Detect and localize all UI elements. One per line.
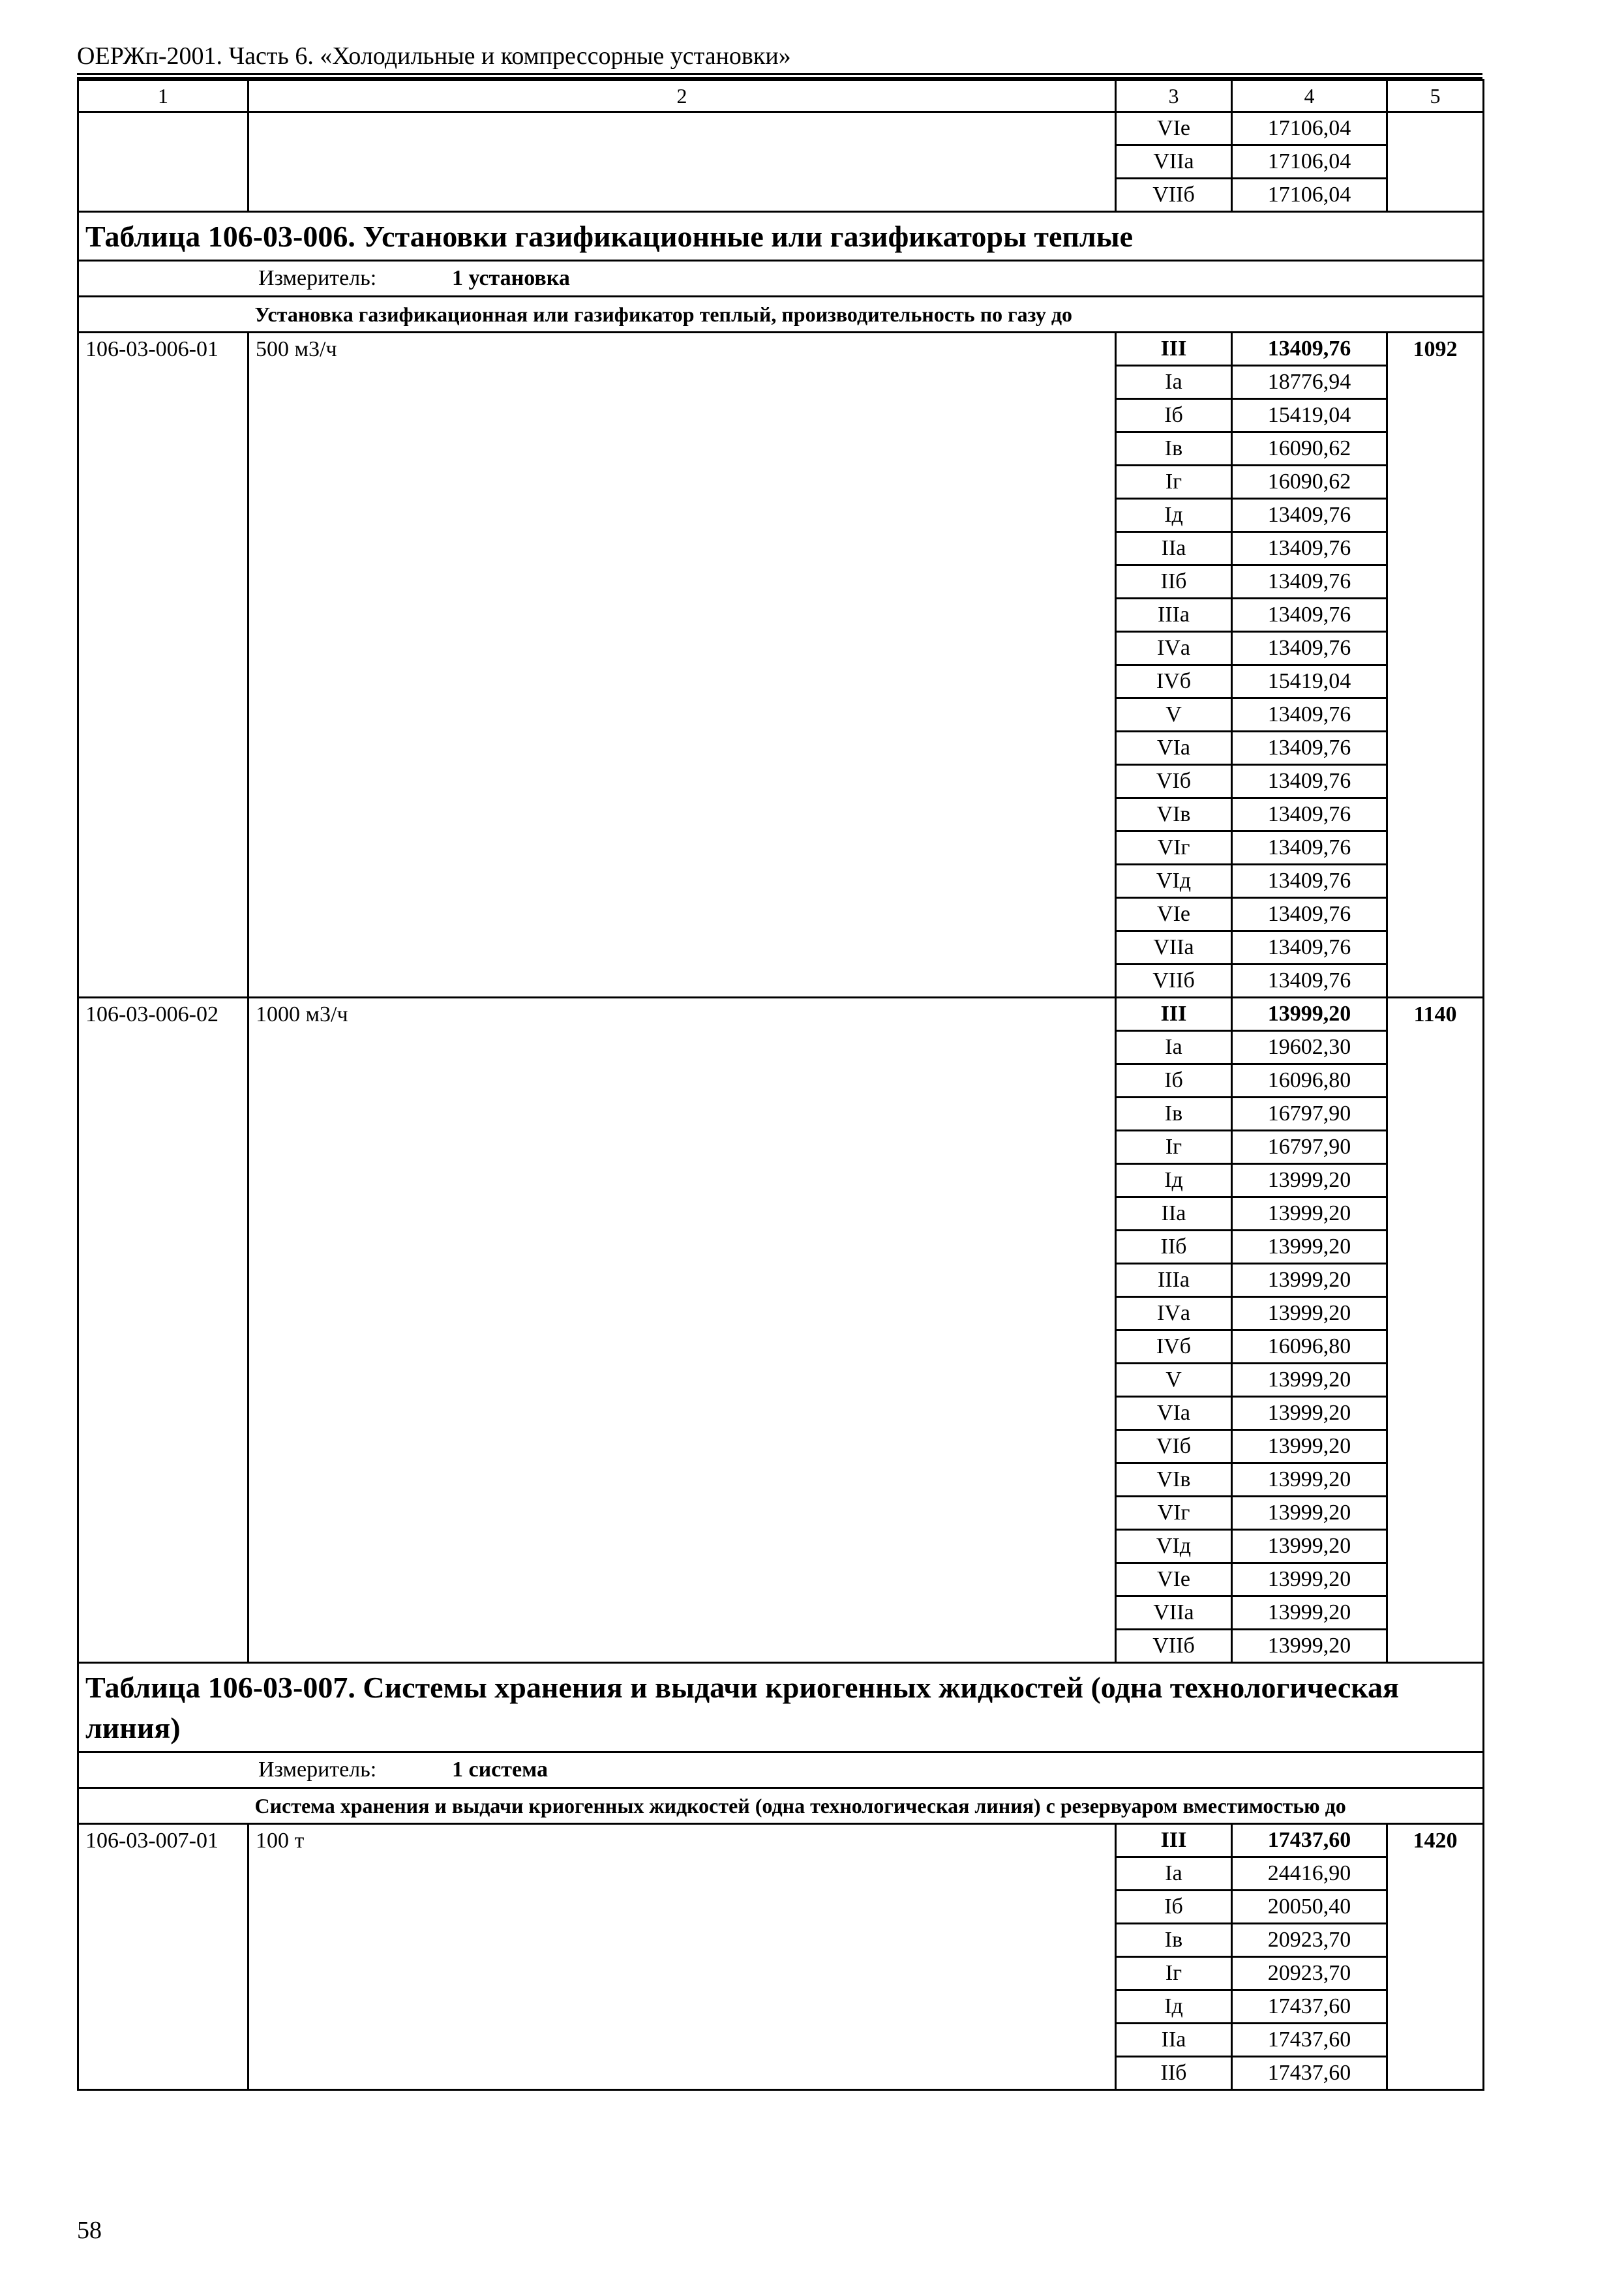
zone-class: VIIб (1116, 965, 1232, 998)
rate-value: 13999,20 (1232, 1264, 1387, 1297)
rate-value: 13409,76 (1232, 632, 1387, 665)
rate-value: 13999,20 (1232, 1197, 1387, 1231)
rates-table (77, 79, 1484, 2091)
zone-class: Iб (1116, 399, 1232, 432)
rate-value: 16797,90 (1232, 1098, 1387, 1131)
group-spacer (78, 297, 248, 333)
zone-class: Iб (1116, 1891, 1232, 1924)
group-row (78, 297, 1484, 333)
table-title: Таблица 106-03-007. Системы хранения и выдачи криогенных жидкостей (одна технологическая линия) (78, 1663, 1484, 1752)
zone-class: VIд (1116, 865, 1232, 898)
zone-class: Iа (1116, 1857, 1232, 1891)
item-name: 100 т (248, 1824, 1116, 2090)
zone-class: Iб (1116, 1064, 1232, 1098)
group-title: Установка газификационная или газификатор теплый, производительность по газу до (248, 297, 1484, 333)
rate-value: 13409,76 (1232, 599, 1387, 632)
meter-cell (78, 261, 1484, 297)
zone-class: Iа (1116, 1031, 1232, 1064)
zone-class: IVа (1116, 1297, 1232, 1330)
zone-class: Iг (1116, 1957, 1232, 1990)
meter-unit: 1 установка (452, 266, 570, 290)
rate-value: 17437,60 (1232, 2057, 1387, 2090)
carryover-row (78, 112, 1484, 145)
zone-class: Iд (1116, 499, 1232, 532)
rate-value: 18776,94 (1232, 366, 1387, 399)
zone-class: Iд (1116, 1990, 1232, 2024)
zone-class: IIа (1116, 532, 1232, 565)
rate-value: 13999,20 (1232, 1231, 1387, 1264)
zone-class: VIIб (1116, 179, 1232, 212)
rate-value: 13999,20 (1232, 1497, 1387, 1530)
rate-value: 16090,62 (1232, 432, 1387, 466)
zone-class: VIа (1116, 732, 1232, 765)
zone-class: IIб (1116, 565, 1232, 599)
item-total: 1420 (1387, 1824, 1484, 2090)
carryover-name-cell (248, 112, 1116, 212)
zone-class: IIб (1116, 2057, 1232, 2090)
rate-value: 16797,90 (1232, 1131, 1387, 1164)
rate-value: 13999,20 (1232, 1364, 1387, 1397)
zone-class: Iг (1116, 466, 1232, 499)
zone-class: VIе (1116, 112, 1232, 145)
meter-cell (78, 1752, 1484, 1788)
column-number: 3 (1116, 80, 1232, 112)
zone-class: VIг (1116, 831, 1232, 865)
group-row (78, 1788, 1484, 1824)
rate-value: 13409,76 (1232, 831, 1387, 865)
zone-class: VIIб (1116, 1630, 1232, 1663)
rate-value: 13409,76 (1232, 698, 1387, 732)
meter-row (78, 1752, 1484, 1788)
rate-value: 13999,20 (1232, 1397, 1387, 1430)
rate-value: 13999,20 (1232, 998, 1387, 1031)
rate-row (78, 998, 1484, 1031)
rate-value: 13409,76 (1232, 865, 1387, 898)
rate-value: 17106,04 (1232, 112, 1387, 145)
zone-class: Iв (1116, 1098, 1232, 1131)
rate-value: 20050,40 (1232, 1891, 1387, 1924)
rate-value: 13409,76 (1232, 798, 1387, 831)
zone-class: VIе (1116, 898, 1232, 931)
item-code: 106-03-006-01 (78, 333, 248, 998)
rate-value: 17437,60 (1232, 1990, 1387, 2024)
rate-value: 13409,76 (1232, 532, 1387, 565)
rate-value: 13999,20 (1232, 1430, 1387, 1463)
meter-unit: 1 система (452, 1758, 548, 1782)
zone-class: VIг (1116, 1497, 1232, 1530)
zone-class: VIа (1116, 1397, 1232, 1430)
rate-value: 13409,76 (1232, 898, 1387, 931)
zone-class: IIа (1116, 1197, 1232, 1231)
rate-value: 24416,90 (1232, 1857, 1387, 1891)
rate-value: 17106,04 (1232, 145, 1387, 179)
zone-class: IIIа (1116, 1264, 1232, 1297)
item-name: 500 м3/ч (248, 333, 1116, 998)
item-total: 1140 (1387, 998, 1484, 1663)
rate-value: 19602,30 (1232, 1031, 1387, 1064)
rate-value: 13409,76 (1232, 931, 1387, 965)
item-code: 106-03-007-01 (78, 1824, 248, 2090)
table-title: Таблица 106-03-006. Установки газификационные или газификаторы теплые (78, 212, 1484, 261)
carryover-total-cell (1387, 112, 1484, 212)
zone-class: VIIа (1116, 1596, 1232, 1630)
page-number: 58 (77, 2217, 102, 2244)
zone-class: IVб (1116, 1330, 1232, 1364)
group-title: Система хранения и выдачи криогенных жидкостей (одна технологическая линия) с резервуаром вместимостью до (248, 1788, 1484, 1824)
column-number: 4 (1232, 80, 1387, 112)
table-title-row (78, 212, 1484, 261)
rate-value: 16096,80 (1232, 1330, 1387, 1364)
meter-label: Измеритель: (258, 266, 377, 290)
rate-value: 13999,20 (1232, 1630, 1387, 1663)
zone-class: VIв (1116, 798, 1232, 831)
zone-class: VIд (1116, 1530, 1232, 1563)
zone-class: VIв (1116, 1463, 1232, 1497)
zone-class: VIIа (1116, 145, 1232, 179)
zone-class: IIа (1116, 2024, 1232, 2057)
zone-class: VIб (1116, 1430, 1232, 1463)
rate-value: 13409,76 (1232, 333, 1387, 366)
rate-value: 13409,76 (1232, 965, 1387, 998)
zone-class: Iд (1116, 1164, 1232, 1197)
rate-value: 16096,80 (1232, 1064, 1387, 1098)
header-rule (77, 73, 1482, 75)
rate-row (78, 333, 1484, 366)
rate-value: 13999,20 (1232, 1596, 1387, 1630)
zone-class: Iв (1116, 432, 1232, 466)
column-number: 1 (78, 80, 248, 112)
meter-label: Измеритель: (258, 1758, 377, 1782)
meter-row (78, 261, 1484, 297)
zone-class: IVа (1116, 632, 1232, 665)
carryover-code-cell (78, 112, 248, 212)
zone-class: III (1116, 333, 1232, 366)
item-name: 1000 м3/ч (248, 998, 1116, 1663)
zone-class: IIб (1116, 1231, 1232, 1264)
rate-value: 13999,20 (1232, 1297, 1387, 1330)
rate-value: 13999,20 (1232, 1530, 1387, 1563)
rate-value: 17106,04 (1232, 179, 1387, 212)
rate-value: 17437,60 (1232, 2024, 1387, 2057)
zone-class: V (1116, 698, 1232, 732)
rate-value: 13409,76 (1232, 732, 1387, 765)
rate-value: 13999,20 (1232, 1463, 1387, 1497)
group-spacer (78, 1788, 248, 1824)
column-number: 5 (1387, 80, 1484, 112)
zone-class: VIе (1116, 1563, 1232, 1596)
rate-value: 13999,20 (1232, 1164, 1387, 1197)
item-code: 106-03-006-02 (78, 998, 248, 1663)
rate-value: 13999,20 (1232, 1563, 1387, 1596)
zone-class: V (1116, 1364, 1232, 1397)
zone-class: VIб (1116, 765, 1232, 798)
column-number-row (78, 80, 1484, 112)
page-header: ОЕРЖп-2001. Часть 6. «Холодильные и компрессорные установки» (77, 42, 791, 70)
zone-class: Iа (1116, 366, 1232, 399)
rate-value: 13409,76 (1232, 499, 1387, 532)
rate-value: 16090,62 (1232, 466, 1387, 499)
rate-value: 17437,60 (1232, 1824, 1387, 1857)
zone-class: IIIа (1116, 599, 1232, 632)
table-title-row (78, 1663, 1484, 1752)
zone-class: III (1116, 998, 1232, 1031)
zone-class: VIIа (1116, 931, 1232, 965)
column-number: 2 (248, 80, 1116, 112)
rate-value: 13409,76 (1232, 765, 1387, 798)
zone-class: IVб (1116, 665, 1232, 698)
rate-value: 20923,70 (1232, 1924, 1387, 1957)
zone-class: III (1116, 1824, 1232, 1857)
rate-value: 20923,70 (1232, 1957, 1387, 1990)
rate-value: 15419,04 (1232, 665, 1387, 698)
zone-class: Iв (1116, 1924, 1232, 1957)
rate-value: 13409,76 (1232, 565, 1387, 599)
rate-row (78, 1824, 1484, 1857)
item-total: 1092 (1387, 333, 1484, 998)
rate-value: 15419,04 (1232, 399, 1387, 432)
zone-class: Iг (1116, 1131, 1232, 1164)
